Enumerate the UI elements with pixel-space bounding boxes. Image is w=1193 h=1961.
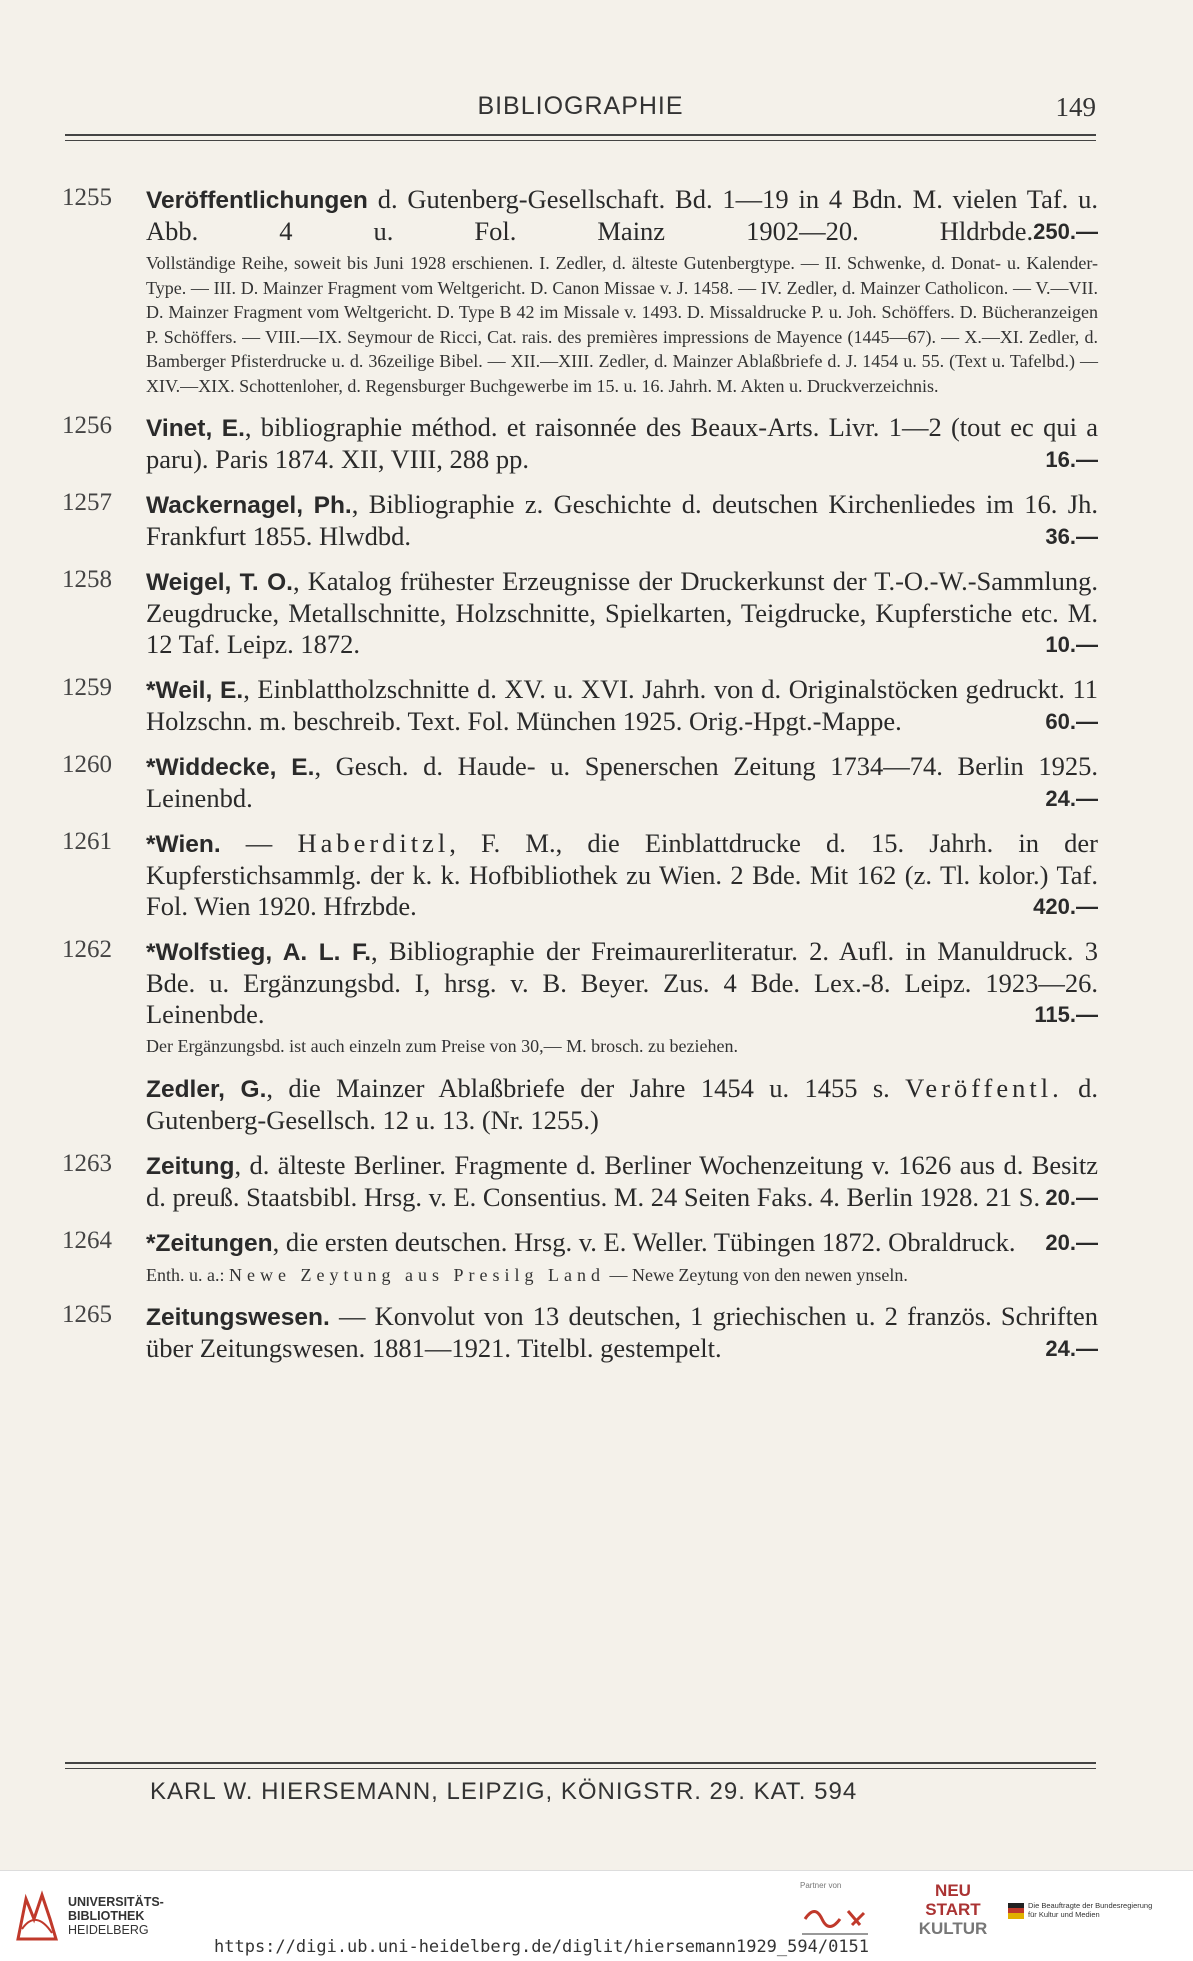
entry-description: , die Mainzer Ablaßbriefe der Jahre 1454 u. 1455 s.	[266, 1072, 906, 1103]
list-item	[62, 674, 1098, 737]
header-rule	[65, 134, 1096, 141]
entry-price: 20.—	[1045, 1229, 1098, 1255]
entry-description: , d. älteste Berliner. Fragmente d. Berliner Wochenzeitung v. 1626 aus d. Besitz d. preuß. Staatsbibl. Hrsg. v. E. Consentius. M. 24 Seiten Faks. 4. Berlin 1928. 21 S.	[146, 1149, 1098, 1212]
entry-description: , Gesch. d. Haude- u. Spenerschen Zeitung 1734—74. Berlin 1925. Leinenbd.	[146, 751, 1098, 813]
neustart-line1: NEU	[935, 1881, 971, 1900]
entry-description: , die ersten deutschen. Hrsg. v. E. Weller. Tübingen 1872. Obraldruck.	[272, 1226, 1016, 1257]
note-prefix: Enth. u. a.:	[146, 1264, 229, 1285]
publisher-footer: KARL W. HIERSEMANN, LEIPZIG, KÖNIGSTR. 29. KAT. 594	[150, 1778, 858, 1805]
entry-text	[146, 751, 1098, 814]
entry-description: , bibliographie méthod. et raisonnée des Beaux-Arts. Livr. 1—2 (tout ec qui a paru). Paris 1874. XII, VIII, 288 pp.	[146, 412, 1098, 474]
note-title: Newe Zeytung aus Presilg Land	[229, 1264, 605, 1285]
running-title: BIBLIOGRAPHIE	[477, 92, 684, 120]
list-item	[62, 1150, 1098, 1213]
entry-text	[146, 936, 1098, 1030]
entry-author: *Zeitungen	[146, 1229, 273, 1257]
entry-number: 1263	[62, 1149, 112, 1177]
entry-note: Der Ergänzungsbd. ist auch einzeln zum Preise von 30,— M. brosch. zu beziehen.	[146, 1036, 739, 1056]
footer-rule	[65, 1762, 1096, 1769]
list-item	[62, 489, 1098, 552]
neustart-line2: START	[925, 1900, 981, 1919]
list-item	[62, 1073, 1098, 1136]
neustart-line3: KULTUR	[918, 1919, 988, 1938]
entry-text	[146, 412, 1098, 475]
entry-author: Veröffentlichungen	[146, 187, 368, 214]
list-item	[62, 828, 1098, 922]
entry-author: *Wien.	[146, 831, 221, 858]
library-name-line2: BIBLIOTHEK	[68, 1909, 145, 1923]
entry-author: Zeitungswesen.	[146, 1304, 330, 1331]
entry-author: *Widdecke, E.	[146, 754, 315, 781]
entry-price: 60.—	[1045, 709, 1098, 734]
entry-dash: —	[220, 828, 298, 858]
entry-crossref: Veröffentl.	[905, 1072, 1063, 1103]
bkm-line1: Die Beauftragte der Bundesregierung	[1028, 1901, 1153, 1910]
entry-text	[146, 1227, 1098, 1259]
entry-price: 250.—	[1033, 219, 1098, 244]
entry-description: , Bibliographie z. Geschichte d. deutschen Kirchenliedes im 16. Jh. Frankfurt 1855. Hlwdbd.	[146, 489, 1098, 551]
entry-text	[146, 1073, 1098, 1136]
list-item	[62, 936, 1098, 1059]
federal-eagle-icon	[1008, 1903, 1024, 1919]
entry-description: d. Gutenberg-Gesellschaft. Bd. 1—19 in 4 Bdn. M. vielen Taf. u. Abb. 4 u. Fol. Mainz 1902—20. Hldrbde.	[146, 184, 1098, 246]
library-name-line1: UNIVERSITÄTS-	[68, 1895, 164, 1909]
entry-number: 1257	[62, 489, 112, 516]
entry-number: 1261	[62, 828, 112, 855]
entry-price: 24.—	[1045, 786, 1098, 811]
entry-price: 24.—	[1045, 1336, 1098, 1361]
entry-author: Weigel, T. O.	[146, 569, 293, 596]
entry-price: 36.—	[1045, 524, 1098, 549]
entry-number: 1259	[62, 674, 112, 701]
digital-library-logo-icon	[800, 1899, 870, 1939]
entry-number: 1260	[62, 751, 112, 778]
entry-author: Zedler, G.	[146, 1075, 267, 1103]
entry-text	[146, 828, 1098, 922]
entry-number: 1255	[62, 184, 112, 211]
note-text: — Newe Zeytung von den newen ynseln.	[604, 1264, 908, 1285]
list-item	[62, 1227, 1098, 1288]
entry-price: 20.—	[1045, 1184, 1098, 1210]
entry-text	[146, 1301, 1098, 1364]
heidelberg-lion-icon	[12, 1889, 60, 1945]
bkm-label	[1028, 1901, 1158, 1919]
entry-author: *Wolfstieg, A. L. F.	[146, 939, 372, 966]
entry-author: Vinet, E.	[146, 415, 245, 442]
entry-author: *Weil, E.	[146, 677, 244, 704]
entry-price: 115.—	[1034, 1002, 1098, 1027]
entry-list	[62, 184, 1098, 1378]
entry-number: 1264	[62, 1226, 112, 1254]
entry-text	[146, 566, 1098, 660]
entry-note	[146, 1263, 1098, 1288]
partner-label: Partner von	[800, 1881, 842, 1890]
entry-number: 1258	[62, 566, 112, 593]
entry-description-tail: d. Gutenberg-Gesellsch. 12 u. 13. (Nr. 1255.)	[146, 1072, 1098, 1135]
page-number: 149	[1055, 92, 1096, 122]
entry-price: 16.—	[1045, 447, 1098, 472]
entry-text	[146, 184, 1098, 247]
page-header	[65, 92, 1096, 132]
library-name	[68, 1895, 164, 1937]
entry-description: , Einblattholzschnitte d. XV. u. XVI. Jahrh. von d. Originalstöcken gedruckt. 11 Holzschn. m. beschreib. Text. Fol. München 1925. Orig.-Hpgt.-Mappe.	[146, 674, 1098, 736]
list-item	[62, 412, 1098, 475]
digitization-credit-bar	[0, 1870, 1193, 1961]
entry-text	[146, 489, 1098, 552]
entry-description: , Bibliographie der Freimaurerliteratur. 2. Aufl. in Manuldruck. 3 Bde. u. Ergänzungsbd. I, hrsg. v. B. Beyer. Zus. 4 Bde. Lex.-8. Leipz. 1923—26. Leinenbde.	[146, 936, 1098, 1029]
library-name-line3: HEIDELBERG	[68, 1923, 149, 1937]
entry-author: Wackernagel, Ph.	[146, 492, 352, 519]
entry-price: 10.—	[1045, 632, 1098, 657]
neustart-kultur-logo	[918, 1881, 988, 1938]
bkm-line2: für Kultur und Medien	[1028, 1910, 1100, 1919]
list-item	[62, 751, 1098, 814]
entry-price: 420.—	[1033, 894, 1098, 919]
entry-author: Zeitung	[146, 1152, 235, 1180]
entry-description: — Konvolut von 13 deutschen, 1 griechischen u. 2 französ. Schriften über Zeitungswesen. 1881—1921. Titelbl. gestempelt.	[146, 1301, 1098, 1363]
entry-description: , Katalog frühester Erzeugnisse der Druckerkunst der T.-O.-W.-Sammlung. Zeugdrucke, Metallschnitte, Holzschnitte, Spielkarten, Teigdrucke, Kupferstiche etc. M. 12 Taf. Leipz. 1872.	[146, 566, 1098, 659]
entry-number: 1262	[62, 936, 112, 963]
list-item	[62, 1301, 1098, 1364]
list-item	[62, 184, 1098, 398]
entry-number: 1256	[62, 412, 112, 439]
permalink-url[interactable]: https://digi.ub.uni-heidelberg.de/diglit/hiersemann1929_594/0151	[214, 1937, 870, 1957]
entry-description: , F. M., die Einblattdrucke d. 15. Jahrh. in der Kupferstichsammlg. der k. k. Hofbibliothek zu Wien. 2 Bde. Mit 162 (z. Tl. kolor.) Taf. Fol. Wien 1920. Hfrzbde.	[146, 828, 1099, 921]
entry-text	[146, 674, 1098, 737]
entry-note: Vollständige Reihe, soweit bis Juni 1928 erschienen. I. Zedler, d. älteste Gutenbergtype. — II. Schwenke, d. Donat- u. Kalender-Type. — III. D. Mainzer Fragment vom Weltgericht. D. Canon Missae v. J. 1458. — IV. Zedler, d. Mainzer Catholicon. — V.—VII. D. Mainzer Fragment vom Weltgericht. D. Type B 42 im Missale v. 1493. D. Missaldrucke P. u. Joh. Schöffers. D. Bücheranzeigen P. Schöffers. — VIII.—IX. Seymour de Ricci, Cat. rais. des premières impressions de Mayence (1445—67). — X.—XI. Zedler, d. Bamberger Pfisterdrucke u. d. 36zeilige Bibel. — XII.—XIII. Zedler, d. Mainzer Ablaßbriefe d. J. 1454 u. 55. (Text u. Tafelbd.) — XIV.—XIX. Schottenloher, d. Regensburger Buchgewerbe im 15. u. 16. Jahrh. M. Akten u. Druckverzeichnis.	[146, 253, 1098, 396]
list-item	[62, 566, 1098, 660]
entry-text	[146, 1150, 1098, 1213]
entry-editor: Haberditzl	[297, 828, 450, 858]
entry-number: 1265	[62, 1301, 112, 1328]
